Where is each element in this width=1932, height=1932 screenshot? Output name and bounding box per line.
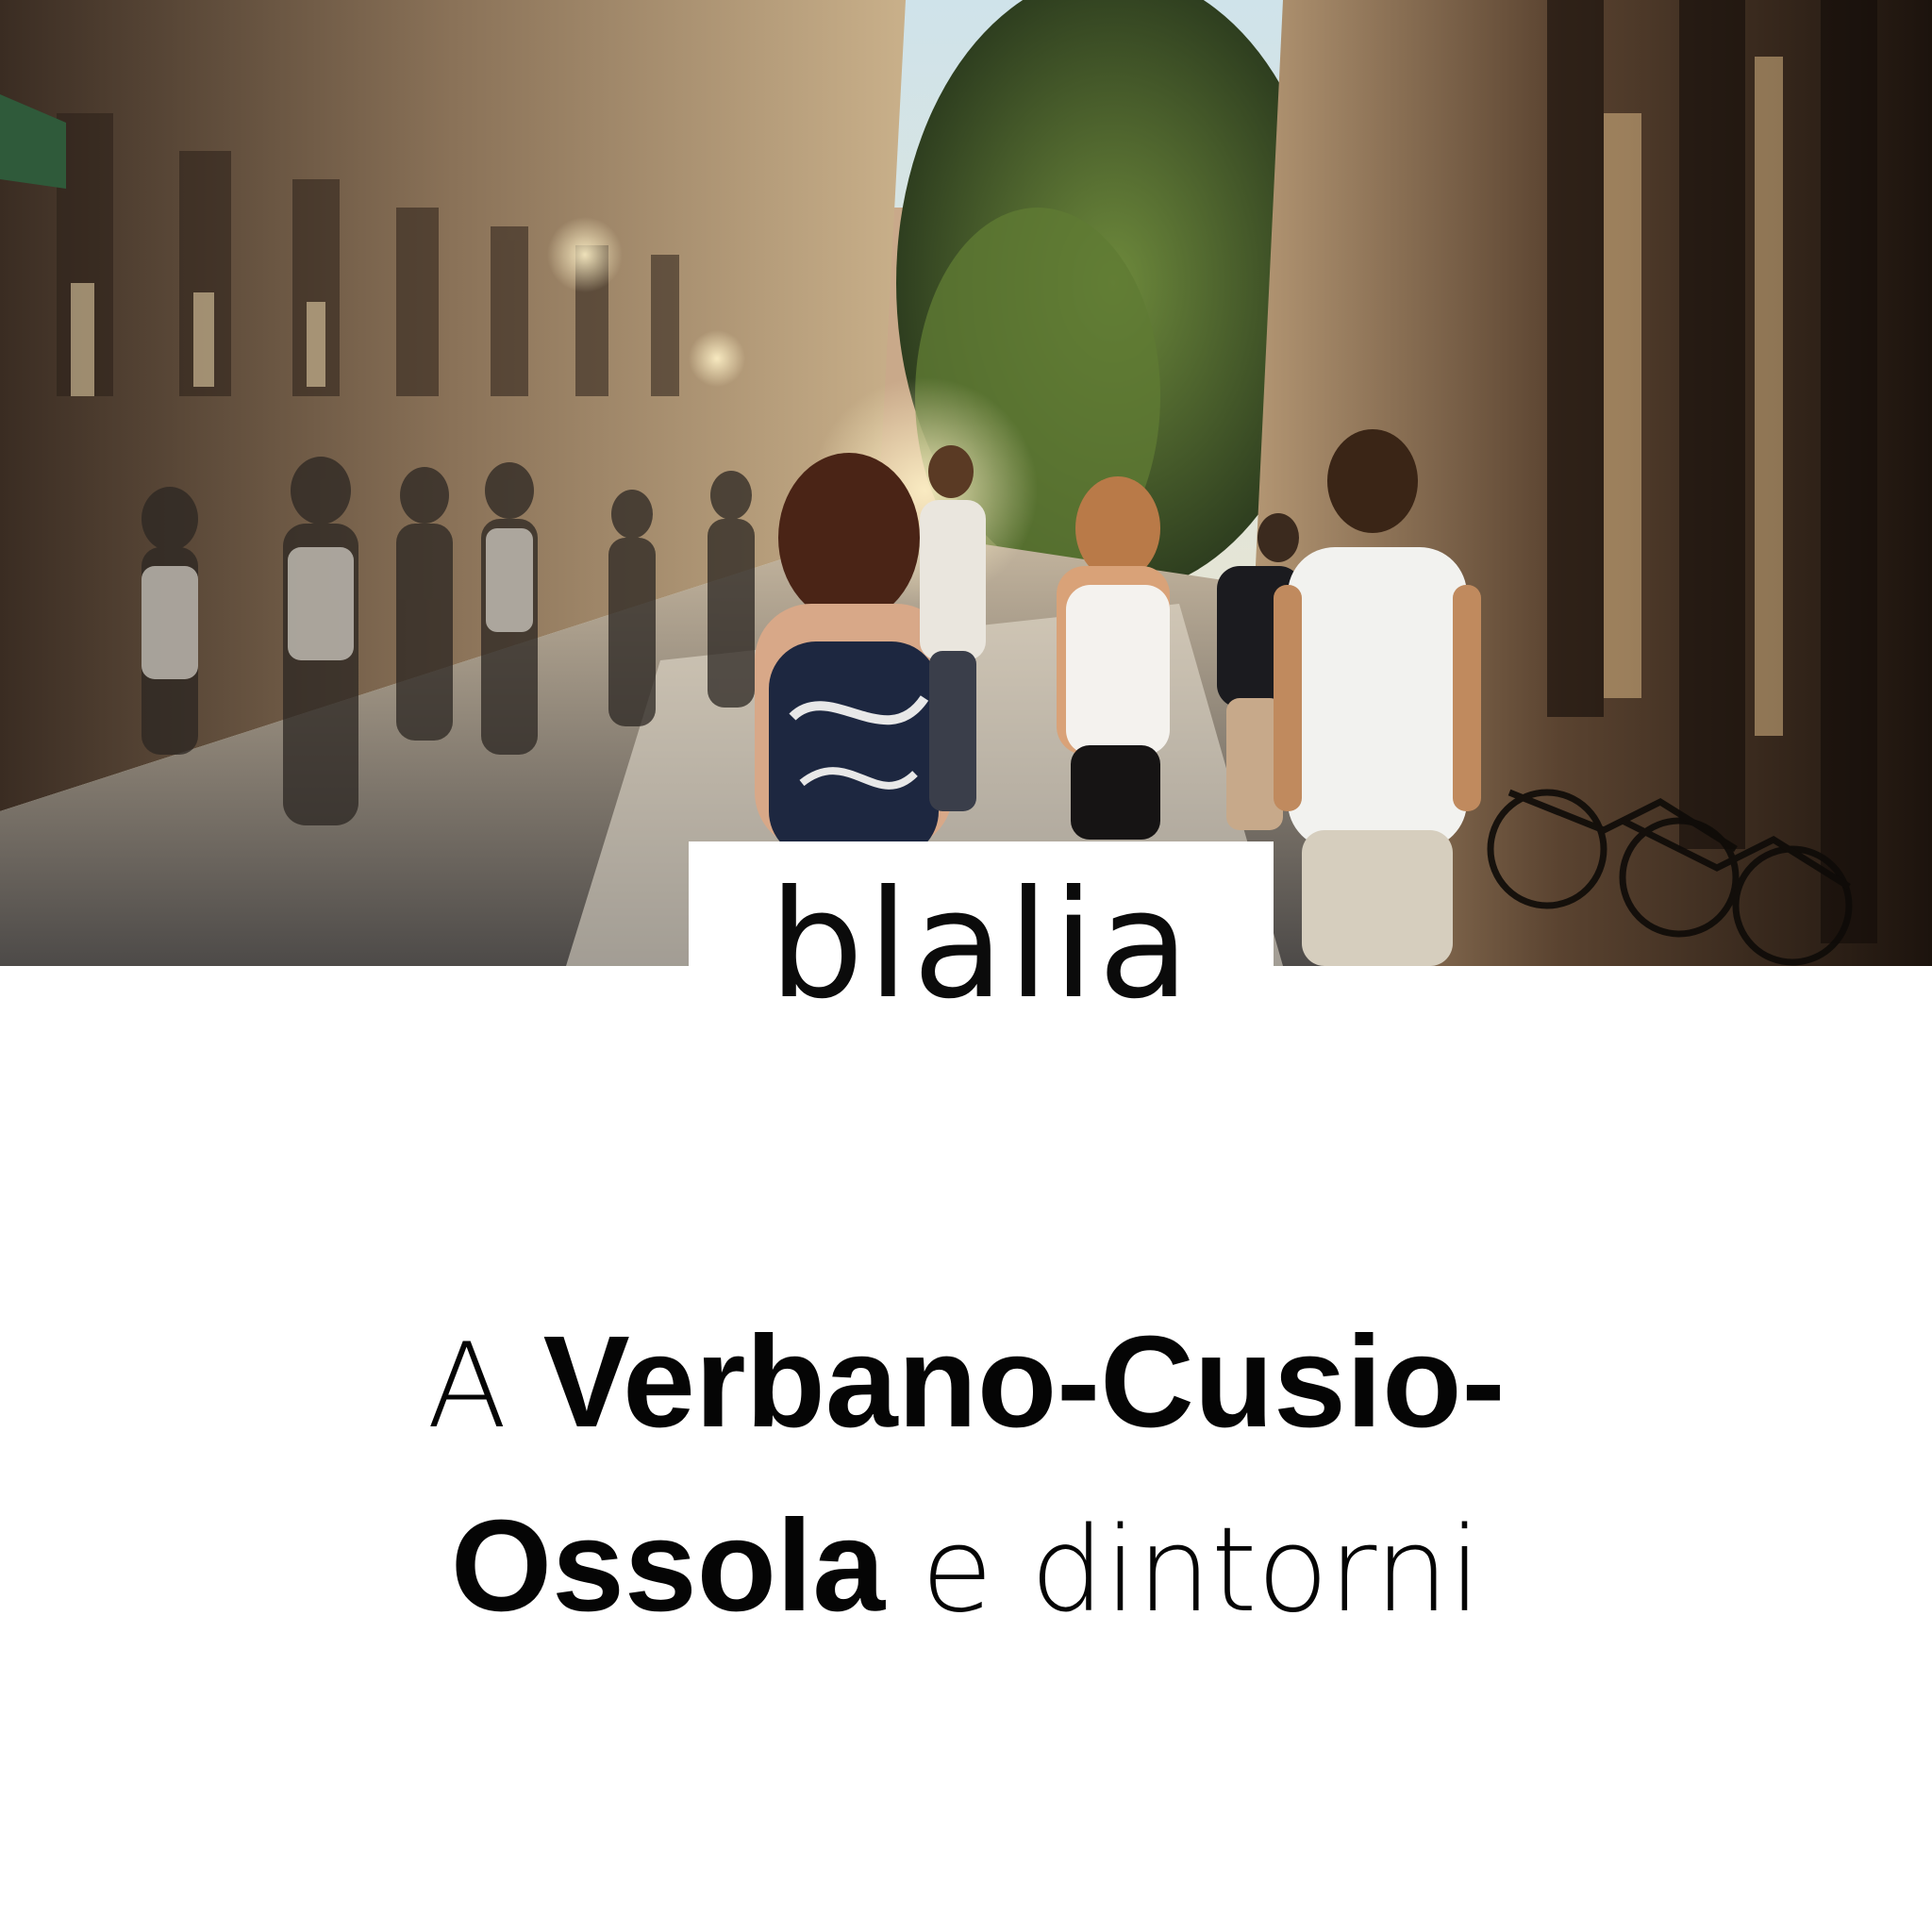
headline-place-part-2: Ossola	[450, 1493, 886, 1639]
headline-line-1	[0, 1292, 1932, 1476]
headline-prefix: A	[426, 1319, 508, 1455]
brand-logo: blalia	[769, 858, 1193, 1032]
headline	[0, 1292, 1932, 1660]
headline-line-2	[0, 1476, 1932, 1660]
headline-place-part-1: Verbano-Cusio-	[542, 1309, 1506, 1455]
logo-plate	[689, 841, 1274, 1049]
headline-suffix: e dintorni	[921, 1503, 1482, 1639]
